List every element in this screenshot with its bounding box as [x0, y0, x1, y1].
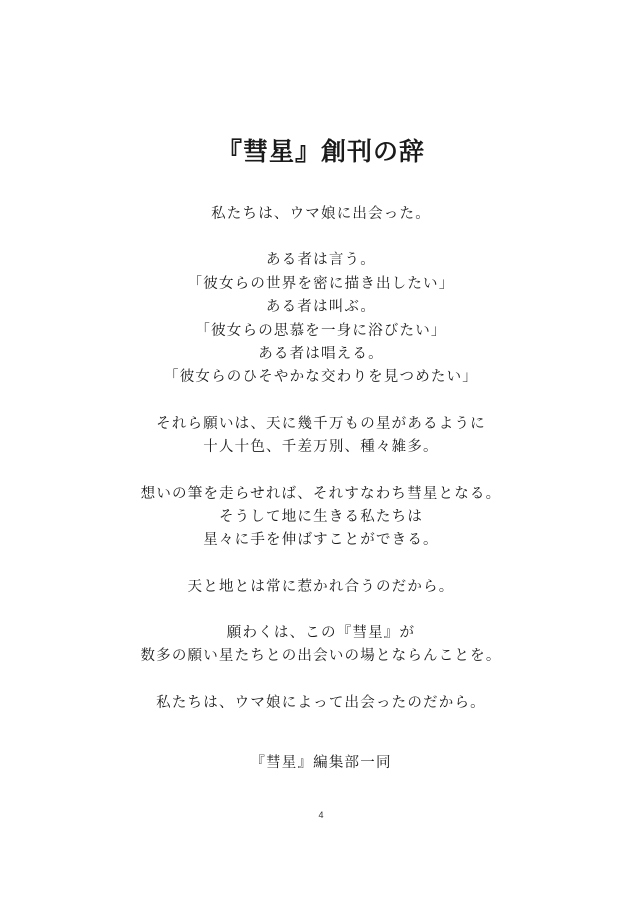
- text-line: それら願いは、天に幾千万もの星があるように: [156, 415, 486, 432]
- text-line: 想いの筆を走らせれば、それすなわち彗星となる。: [140, 485, 502, 502]
- text-line: 星々に手を伸ばすことができる。: [203, 532, 439, 549]
- text-line: 願わくは、この『彗星』が: [226, 625, 416, 642]
- text-line: ある者は唱える。: [258, 345, 384, 362]
- stanza: [0, 622, 642, 669]
- text-line: 数多の願い星たちとの出会いの場とならんことを。: [140, 648, 502, 665]
- manifesto-body: [0, 203, 642, 738]
- stanza: [0, 483, 642, 553]
- text-line: ある者は言う。: [266, 252, 376, 269]
- editorial-signature: 『彗星』編集部一同: [250, 755, 392, 771]
- stanza: [0, 576, 642, 599]
- text-line: ある者は叫ぶ。: [265, 299, 377, 316]
- stanza: [0, 203, 642, 226]
- text-line: 私たちは、ウマ娘によって出会ったのだから。: [156, 694, 486, 711]
- text-line: 天と地とは常に惹かれ合うのだから。: [187, 578, 455, 595]
- stanza: [0, 249, 642, 389]
- stanza: [0, 692, 642, 715]
- page-title: 『彗星』創刊の辞: [216, 137, 425, 166]
- text-line: そうして地に生きる私たちは: [218, 508, 424, 525]
- stanza: [0, 413, 642, 460]
- text-line: 十人十色、千差万別、種々雑多。: [203, 439, 439, 456]
- text-line: 「彼女らのひそやかな交わりを見つめたい」: [164, 369, 478, 386]
- text-line: 「彼女らの世界を密に描き出したい」: [187, 275, 455, 292]
- text-line: 「彼女らの思慕を一身に浴びたい」: [195, 322, 447, 339]
- page-number: 4: [318, 810, 324, 820]
- text-line: 私たちは、ウマ娘に出会った。: [211, 206, 431, 222]
